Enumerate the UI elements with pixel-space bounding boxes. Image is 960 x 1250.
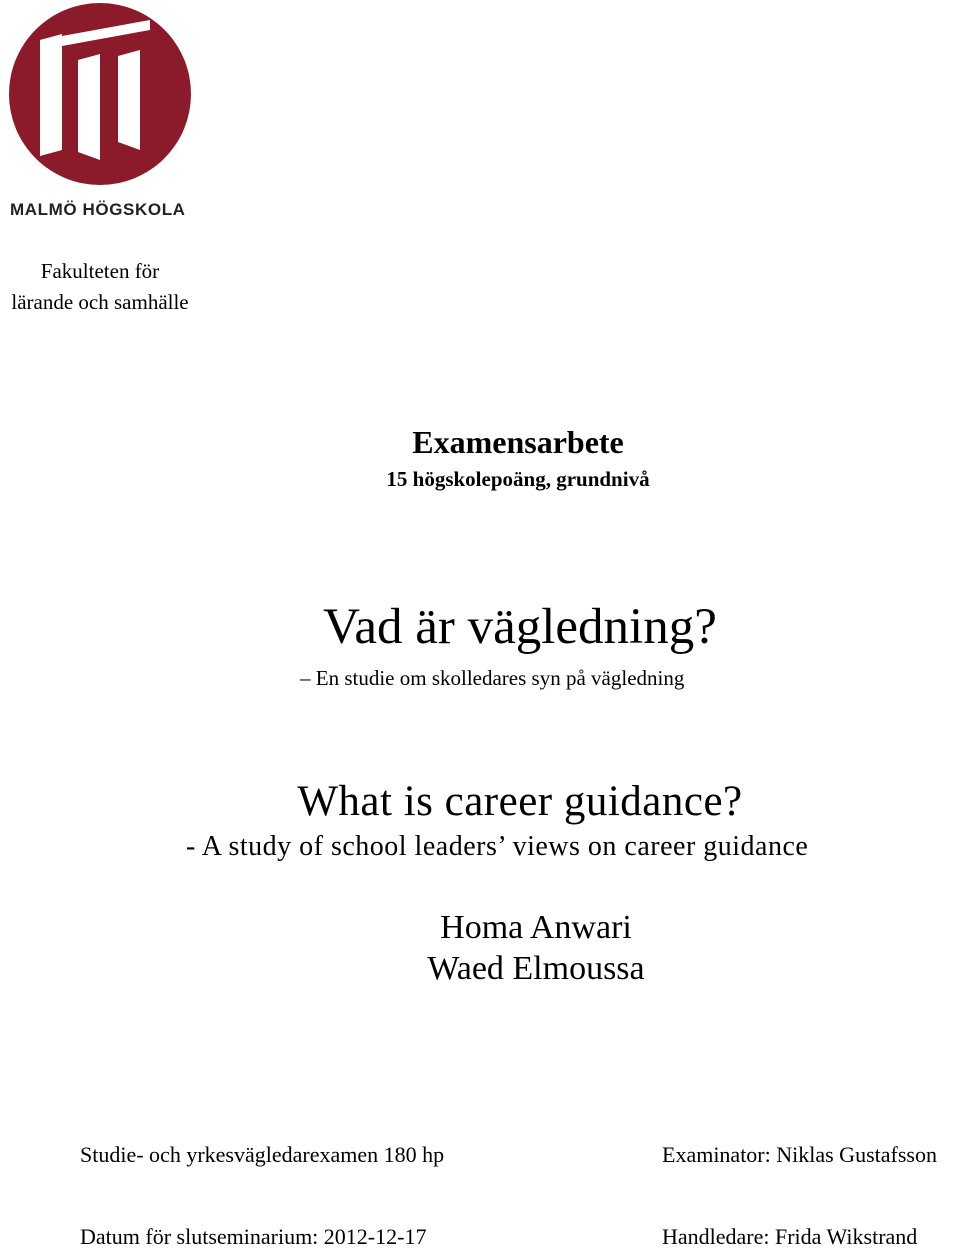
faculty-name — [0, 256, 200, 318]
english-subtitle: - A study of school leaders’ views on career guidance — [186, 831, 809, 862]
exam-title: Examensarbete — [412, 424, 624, 460]
swedish-subtitle: – En studie om skolledares syn på vägledning — [300, 666, 685, 690]
supervisor-label: Handledare: Frida Wikstrand — [662, 1224, 918, 1249]
logo-wordmark: MALMÖ HÖGSKOLA — [10, 200, 186, 219]
exam-subtitle: 15 högskolepoäng, grundnivå — [386, 467, 650, 491]
english-title: What is career guidance? — [297, 778, 743, 825]
faculty-line-1: Fakulteten för — [40, 259, 160, 283]
swedish-title: Vad är vägledning? — [323, 599, 717, 655]
logo-emblem-icon — [0, 0, 200, 200]
author-name: Homa Anwari — [440, 909, 632, 946]
seminar-date-label: Datum för slutseminarium: 2012-12-17 — [80, 1224, 427, 1249]
malmo-hogskola-logo — [0, 0, 200, 225]
faculty-line-2: lärande och samhälle — [11, 290, 189, 314]
author-name: Waed Elmoussa — [427, 950, 645, 987]
program-label: Studie- och yrkesvägledarexamen 180 hp — [80, 1142, 445, 1167]
examiner-label: Examinator: Niklas Gustafsson — [662, 1142, 937, 1167]
